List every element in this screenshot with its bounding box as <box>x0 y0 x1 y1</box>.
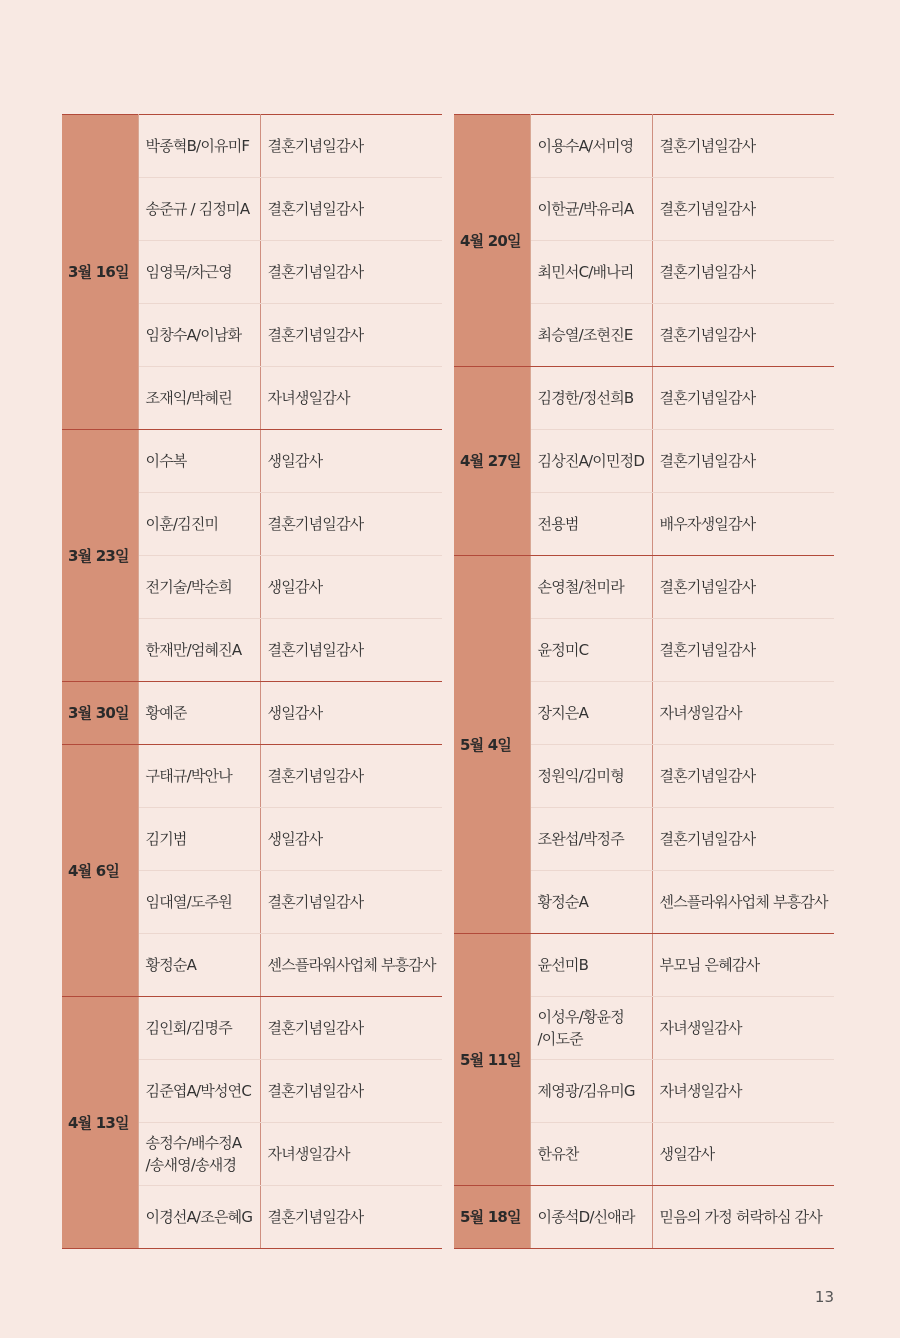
date-cell: 4월 13일 <box>62 997 138 1249</box>
name-line: 송정수/배수정A <box>145 1134 242 1152</box>
date-cell: 3월 30일 <box>62 682 138 745</box>
page-number: 13 <box>814 1288 834 1306</box>
reason-cell: 자녀생일감사 <box>260 1123 442 1186</box>
name-cell: 박종혁B/이유미F <box>138 115 260 178</box>
table-row <box>454 556 834 619</box>
name-line: /이도준 <box>537 1030 583 1048</box>
name-cell: 황정순A <box>138 934 260 997</box>
name-cell: 전용범 <box>530 493 652 556</box>
name-cell: 임영묵/차근영 <box>138 241 260 304</box>
reason-cell: 결혼기념일감사 <box>260 241 442 304</box>
offering-table-right <box>454 114 834 1249</box>
reason-cell: 결혼기념일감사 <box>260 745 442 808</box>
reason-cell: 생일감사 <box>260 430 442 493</box>
name-line: /송새영/송새경 <box>145 1156 237 1174</box>
name-cell: 한유찬 <box>530 1123 652 1186</box>
date-cell: 5월 18일 <box>454 1186 530 1249</box>
name-cell <box>530 997 652 1060</box>
reason-cell: 자녀생일감사 <box>652 682 834 745</box>
date-cell: 5월 11일 <box>454 934 530 1186</box>
date-cell: 4월 27일 <box>454 367 530 556</box>
name-cell: 김인회/김명주 <box>138 997 260 1060</box>
reason-cell: 배우자생일감사 <box>652 493 834 556</box>
name-cell: 임대열/도주원 <box>138 871 260 934</box>
name-cell: 이한균/박유리A <box>530 178 652 241</box>
reason-cell: 결혼기념일감사 <box>260 997 442 1060</box>
name-cell: 황정순A <box>530 871 652 934</box>
name-cell: 최승열/조현진E <box>530 304 652 367</box>
name-cell: 손영철/천미라 <box>530 556 652 619</box>
name-cell: 윤선미B <box>530 934 652 997</box>
reason-cell: 부모님 은혜감사 <box>652 934 834 997</box>
reason-cell: 결혼기념일감사 <box>652 808 834 871</box>
table-row <box>62 997 442 1060</box>
reason-cell: 결혼기념일감사 <box>260 493 442 556</box>
reason-cell: 자녀생일감사 <box>652 997 834 1060</box>
reason-cell: 결혼기념일감사 <box>652 178 834 241</box>
reason-cell: 센스플라워사업체 부흥감사 <box>652 871 834 934</box>
name-cell: 정원익/김미형 <box>530 745 652 808</box>
name-cell: 김상진A/이민정D <box>530 430 652 493</box>
table-row <box>62 430 442 493</box>
reason-cell: 결혼기념일감사 <box>260 871 442 934</box>
reason-cell: 생일감사 <box>260 808 442 871</box>
offering-table-left <box>62 114 442 1249</box>
name-cell: 최민서C/배나리 <box>530 241 652 304</box>
name-cell: 김기범 <box>138 808 260 871</box>
name-cell: 송준규 / 김정미A <box>138 178 260 241</box>
name-cell: 전기술/박순희 <box>138 556 260 619</box>
reason-cell: 센스플라워사업체 부흥감사 <box>260 934 442 997</box>
reason-cell: 결혼기념일감사 <box>260 1186 442 1249</box>
name-cell: 황예준 <box>138 682 260 745</box>
reason-cell: 믿음의 가정 허락하심 감사 <box>652 1186 834 1249</box>
name-cell: 이종석D/신애라 <box>530 1186 652 1249</box>
reason-cell: 생일감사 <box>260 682 442 745</box>
name-cell: 윤정미C <box>530 619 652 682</box>
name-cell: 한재만/엄혜진A <box>138 619 260 682</box>
reason-cell: 결혼기념일감사 <box>260 304 442 367</box>
name-cell: 김준엽A/박성연C <box>138 1060 260 1123</box>
table-row <box>454 367 834 430</box>
reason-cell: 자녀생일감사 <box>260 367 442 430</box>
reason-cell: 결혼기념일감사 <box>260 619 442 682</box>
reason-cell: 결혼기념일감사 <box>652 430 834 493</box>
date-cell: 3월 23일 <box>62 430 138 682</box>
reason-cell: 결혼기념일감사 <box>260 178 442 241</box>
name-cell: 조재익/박혜린 <box>138 367 260 430</box>
name-cell: 이훈/김진미 <box>138 493 260 556</box>
name-cell: 조완섭/박정주 <box>530 808 652 871</box>
date-cell: 3월 16일 <box>62 115 138 430</box>
name-cell: 임창수A/이남화 <box>138 304 260 367</box>
date-cell: 4월 20일 <box>454 115 530 367</box>
reason-cell: 결혼기념일감사 <box>652 241 834 304</box>
reason-cell: 결혼기념일감사 <box>652 367 834 430</box>
name-cell: 이수복 <box>138 430 260 493</box>
date-cell: 4월 6일 <box>62 745 138 997</box>
reason-cell: 결혼기념일감사 <box>652 745 834 808</box>
name-line: 이성우/황윤정 <box>537 1008 624 1026</box>
name-cell: 김경한/정선희B <box>530 367 652 430</box>
name-cell: 이경선A/조은혜G <box>138 1186 260 1249</box>
table-row <box>454 1186 834 1249</box>
reason-cell: 생일감사 <box>260 556 442 619</box>
table-row <box>62 115 442 178</box>
reason-cell: 결혼기념일감사 <box>652 115 834 178</box>
table-row <box>454 934 834 997</box>
table-row <box>454 115 834 178</box>
reason-cell: 결혼기념일감사 <box>260 1060 442 1123</box>
reason-cell: 결혼기념일감사 <box>652 304 834 367</box>
reason-cell: 자녀생일감사 <box>652 1060 834 1123</box>
table-row <box>62 745 442 808</box>
reason-cell: 생일감사 <box>652 1123 834 1186</box>
name-cell: 이용수A/서미영 <box>530 115 652 178</box>
name-cell: 장지은A <box>530 682 652 745</box>
table-row <box>62 682 442 745</box>
name-cell: 제영광/김유미G <box>530 1060 652 1123</box>
reason-cell: 결혼기념일감사 <box>652 556 834 619</box>
reason-cell: 결혼기념일감사 <box>260 115 442 178</box>
reason-cell: 결혼기념일감사 <box>652 619 834 682</box>
date-cell: 5월 4일 <box>454 556 530 934</box>
name-cell <box>138 1123 260 1186</box>
name-cell: 구태규/박안나 <box>138 745 260 808</box>
